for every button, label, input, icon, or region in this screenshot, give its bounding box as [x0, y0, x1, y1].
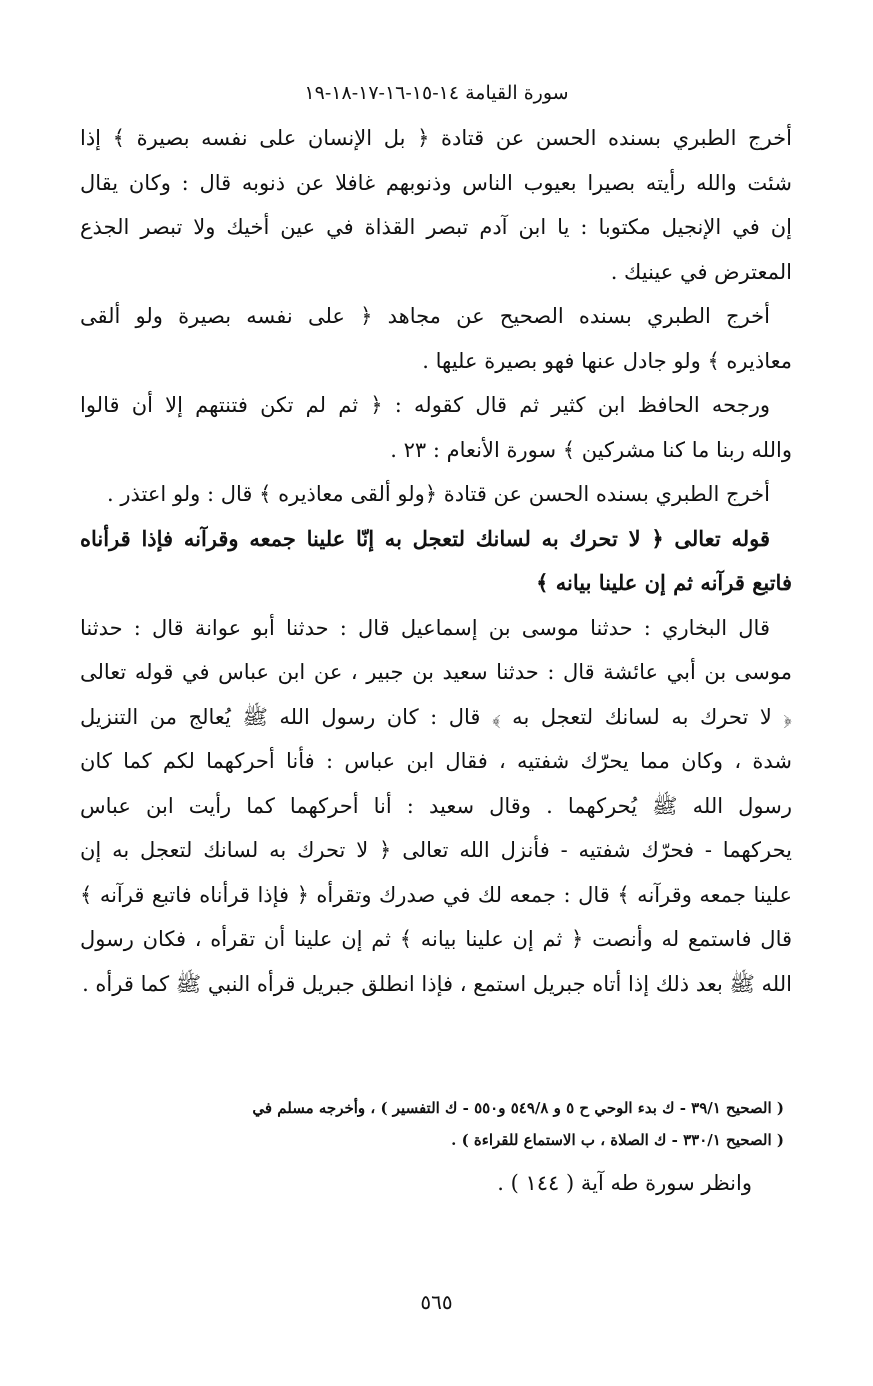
text-line: إن في الإنجيل مكتوبا : يا ابن آدم تبصر القذاة في عين أخيك ولا تبصر الجذع	[80, 215, 792, 239]
page-header: سورة القيامة ١٤-١٥-١٦-١٧-١٨-١٩	[304, 82, 569, 104]
text-line: أخرج الطبري بسنده الحسن عن قتادة ﴿ولو ألقى معاذيره ﴾ قال : ولو اعتذر .	[107, 482, 770, 506]
text-line: قال فاستمع له وأنصت ﴿ ثم إن علينا بيانه ﴾ ثم إن علينا أن تقرأه ، فكان رسول	[80, 927, 792, 951]
text-line: معاذيره ﴾ ولو جادل عنها فهو بصيرة عليها .	[422, 348, 792, 373]
text-line: شئت والله رأيته بصيرا بعيوب الناس وذنوبهم غافلا عن ذنوبه قال : وكان يقال	[80, 170, 792, 195]
text-line: ورجحه الحافظ ابن كثير ثم قال كقوله : ﴿ ثم لم تكن فتنتهم إلا أن قالوا	[80, 393, 770, 417]
see-also-line: وانظر سورة طه آية ( ١٤٤ ) .	[497, 1171, 752, 1195]
text-line: ﴿ لا تحرك به لسانك لتعجل به ﴾ قال : كان رسول الله ﷺ يُعالج من التنزيل	[80, 704, 792, 729]
text-line: الله ﷺ بعد ذلك إذا أتاه جبريل استمع ، فإذا انطلق جبريل قرأه النبي ﷺ كما قرأه .	[82, 971, 792, 996]
text-line: قال البخاري : حدثنا موسى بن إسماعيل قال : حدثنا أبو عوانة قال : حدثنا	[80, 615, 770, 640]
hadith-references	[80, 1092, 792, 1156]
verse-heading-line: قوله تعالى ﴿ لا تحرك به لسانك لتعجل به إنّا علينا جمعه وقرآنه فإذا قرأناه	[80, 525, 770, 551]
commentary-body	[80, 116, 792, 1006]
text-line: والله ربنا ما كنا مشركين ﴾ سورة الأنعام : ٢٣ .	[390, 437, 792, 462]
text-line: موسى بن أبي عائشة قال : حدثنا سعيد بن جبير ، عن ابن عباس في قوله تعالى	[80, 660, 792, 684]
text-line: شدة ، وكان مما يحرّك شفتيه ، فقال ابن عباس : فأنا أحركهما لكم كما كان	[80, 749, 792, 773]
text-line: يحركهما - فحرّك شفتيه - فأنزل الله تعالى ﴿ لا تحرك به لسانك لتعجل به إن	[80, 838, 792, 862]
text-line: علينا جمعه وقرآنه ﴾ قال : جمعه لك في صدرك وتقرأه ﴿ فإذا قرأناه فاتبع قرآنه ﴾	[80, 882, 792, 907]
reference-line: ( الصحيح ٣٣٠/١ - ك الصلاة ، ب الاستماع للقراءة ) .	[451, 1131, 784, 1149]
verse-heading-line: فاتبع قرآنه ثم إن علينا بيانه ﴾	[536, 570, 792, 595]
text-line: أخرج الطبري بسنده الحسن عن قتادة ﴿ بل الإنسان على نفسه بصيرة ﴾ إذا	[80, 126, 792, 150]
reference-line: ( الصحيح ٣٩/١ - ك بدء الوحي ح ٥ و ٥٤٩/٨ و٥٥٠ - ك التفسير ) ، وأخرجه مسلم في	[252, 1099, 784, 1117]
page-number: ٥٦٥	[420, 1290, 453, 1314]
see-also-note	[80, 1163, 792, 1208]
text-line: رسول الله ﷺ يُحركهما . وقال سعيد : أنا أحركهما كما رأيت ابن عباس	[80, 793, 792, 818]
text-line: أخرج الطبري بسنده الصحيح عن مجاهد ﴿ على نفسه بصيرة ولو ألقى	[80, 304, 770, 328]
text-line: المعترض في عينيك .	[610, 259, 792, 284]
